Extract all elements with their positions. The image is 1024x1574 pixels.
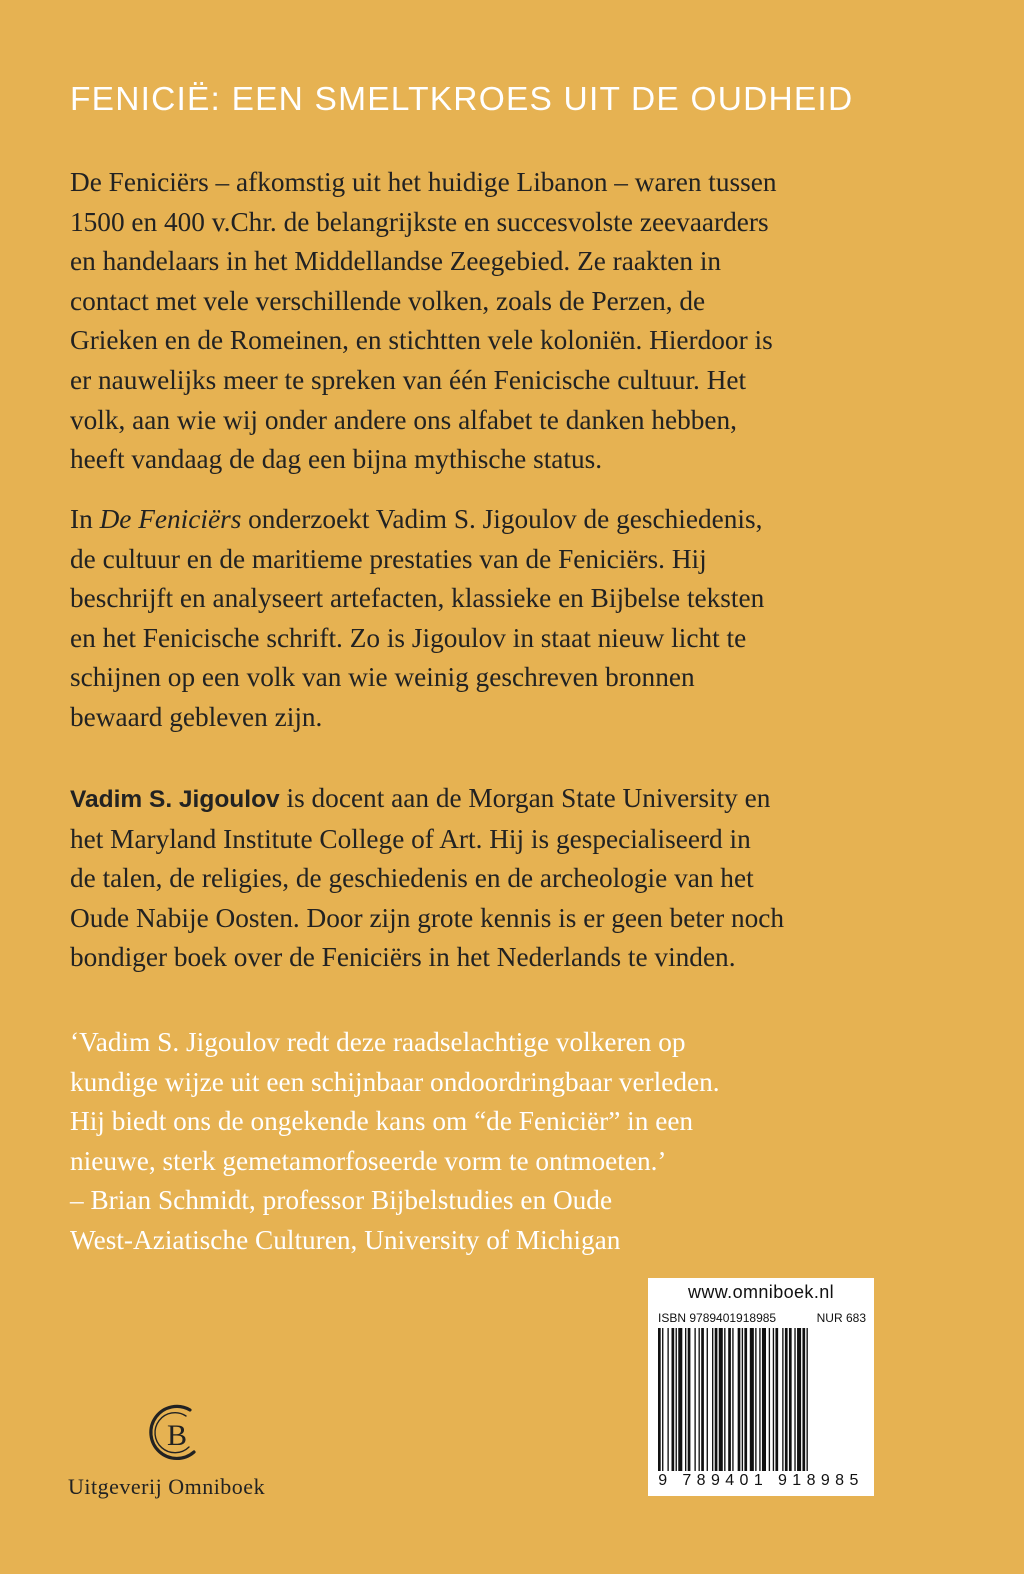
- body-first-line: [70, 500, 920, 540]
- barcode-stripe: [715, 1328, 718, 1471]
- barcode-stripe: [802, 1328, 805, 1471]
- body-line: en het Fenicische schrift. Zo is Jigoulov in staat nieuw licht te: [70, 622, 747, 653]
- barcode-stripe: [676, 1328, 677, 1471]
- quote-attribution: West-Aziatische Culturen, University of Michigan: [70, 1224, 621, 1255]
- author-name: Vadim S. Jigoulov: [70, 786, 280, 813]
- barcode-stripe: [794, 1328, 795, 1471]
- quote-line: ‘Vadim S. Jigoulov redt deze raadselachtige volkeren op: [70, 1027, 686, 1057]
- barcode-stripe: [707, 1328, 708, 1471]
- barcode-stripe: [744, 1328, 747, 1471]
- body-suffix: onderzoekt Vadim S. Jigoulov de geschiedenis,: [241, 504, 763, 534]
- barcode-stripe: [742, 1328, 743, 1471]
- barcode-stripe: [773, 1328, 774, 1471]
- barcode-stripe: [694, 1328, 695, 1471]
- isbn-label: ISBN 9789401918985: [658, 1311, 777, 1325]
- intro-line: heeft vandaag de dag een bijna mythische status.: [70, 444, 603, 475]
- intro-paragraph: [70, 163, 920, 480]
- intro-line: er nauwelijks meer te spreken van één Fenicische cultuur. Het: [70, 364, 747, 395]
- body-prefix: In: [70, 504, 100, 534]
- author-line: Oude Nabije Oosten. Door zijn grote kennis is er geen beter noch: [70, 902, 785, 933]
- barcode-stripe: [762, 1328, 766, 1471]
- quote-attribution: – Brian Schmidt, professor Bijbelstudies en Oude: [70, 1185, 613, 1216]
- author-line: het Maryland Institute College of Art. Hij is gespecialiseerd in: [70, 823, 751, 854]
- publisher-name: Uitgeverij Omniboek: [68, 1474, 266, 1499]
- barcode-stripe: [672, 1328, 675, 1471]
- barcode-stripe: [662, 1328, 663, 1471]
- barcode-stripe: [738, 1328, 741, 1471]
- quote-line: kundige wijze uit een schijnbaar ondoordringbaar verleden.: [70, 1066, 720, 1097]
- intro-line: De Feniciërs – afkomstig uit het huidige Libanon – waren tussen: [70, 167, 777, 197]
- body-line: beschrijft en analyseert artefacten, klassieke en Bijbelse teksten: [70, 583, 765, 614]
- intro-line: 1500 en 400 v.Chr. de belangrijkste en succesvolste zeevaarders: [70, 206, 769, 237]
- body-paragraph: [70, 500, 920, 738]
- quote-line: Hij biedt ons de ongekende kans om “de Feniciër” in een: [70, 1106, 694, 1137]
- intro-line: volk, aan wie wij onder andere ons alfabet te danken hebben,: [70, 404, 738, 435]
- author-first-line-rest: is docent aan de Morgan State University en: [279, 783, 771, 813]
- barcode-stripe: [775, 1328, 778, 1471]
- barcode-stripe: [732, 1328, 733, 1471]
- barcode-stripe: [712, 1328, 713, 1471]
- book-title: De Feniciërs: [99, 504, 242, 534]
- barcode-digits: 9 789401 918985: [658, 1472, 864, 1489]
- barcode-stripe: [728, 1328, 731, 1471]
- barcode-stripe: [797, 1328, 801, 1471]
- intro-line: en handelaars in het Middellandse Zeegebied. Ze raakten in: [70, 246, 722, 277]
- barcode-stripe: [667, 1328, 668, 1471]
- barcode-stripe: [807, 1328, 808, 1471]
- publisher-url: www.omniboek.nl: [687, 1282, 835, 1302]
- barcode-stripe: [755, 1328, 756, 1471]
- logo-letter: B: [166, 1419, 188, 1452]
- barcode-stripe: [701, 1328, 704, 1471]
- barcode-stripe: [759, 1328, 760, 1471]
- barcode-stripe: [699, 1328, 700, 1471]
- intro-line: Grieken en de Romeinen, en stichtten vele koloniën. Hierdoor is: [70, 325, 773, 356]
- isbn-line: [658, 1311, 866, 1325]
- publisher-logo-icon: [144, 1400, 208, 1466]
- barcode-stripe: [678, 1328, 682, 1471]
- barcode-stripe: [782, 1328, 783, 1471]
- barcode-icon: [656, 1328, 866, 1471]
- barcode-stripe: [789, 1328, 792, 1471]
- intro-line: contact met vele verschillende volken, zoals de Perzen, de: [70, 285, 706, 316]
- author-bio: [70, 779, 920, 978]
- nur-label: NUR 683: [816, 1311, 866, 1325]
- barcode-panel: [648, 1278, 874, 1496]
- author-first-line: [70, 779, 920, 820]
- barcode-stripe: [769, 1328, 770, 1471]
- barcode-stripe: [685, 1328, 686, 1471]
- barcode-stripe: [719, 1328, 723, 1471]
- body-line: bewaard gebleven zijn.: [70, 701, 323, 732]
- publisher-logo: [68, 1400, 288, 1510]
- review-quote: [70, 1023, 920, 1261]
- body-line: de cultuur en de maritieme prestaties van de Feniciërs. Hij: [70, 543, 707, 574]
- author-line: de talen, de religies, de geschiedenis en de archeologie van het: [70, 863, 754, 894]
- barcode-stripe: [750, 1328, 754, 1471]
- quote-line: nieuwe, sterk gemetamorfoseerde vorm te ontmoeten.’: [70, 1145, 667, 1176]
- body-line: schijnen op een volk van wie weinig geschreven bronnen: [70, 662, 695, 693]
- cover-heading: FENICIË: EEN SMELTKROES UIT DE OUDHEID: [70, 81, 854, 118]
- barcode-stripe: [658, 1328, 661, 1471]
- barcode-stripe: [785, 1328, 788, 1471]
- barcode-stripe: [688, 1328, 691, 1471]
- barcode-stripe: [724, 1328, 725, 1471]
- author-line: bondiger boek over de Feniciërs in het Nederlands te vinden.: [70, 942, 736, 973]
